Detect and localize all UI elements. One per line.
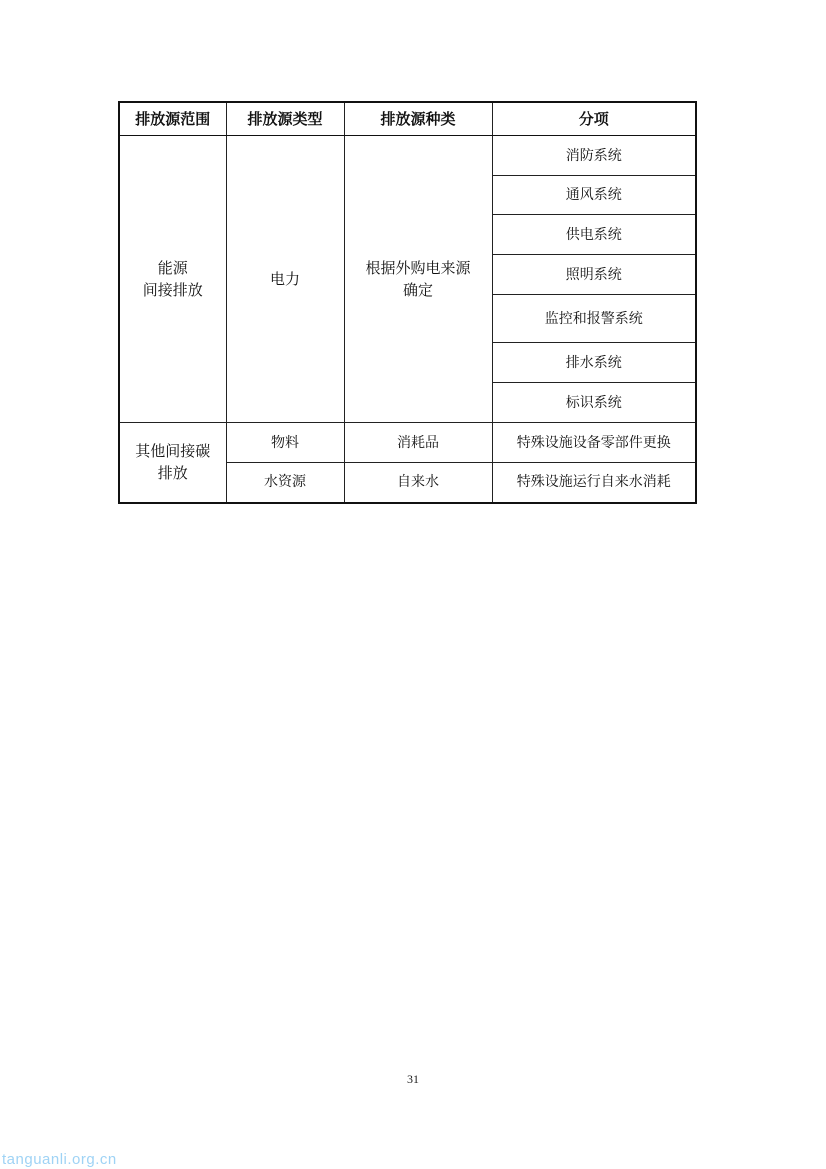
table-row xyxy=(119,136,696,176)
scope-energy-cell xyxy=(119,136,226,423)
item-cell: 监控和报警系统 xyxy=(492,295,696,343)
type-cell: 水资源 xyxy=(226,463,344,503)
source-electricity-cell xyxy=(344,136,492,423)
watermark: tanguanli.org.cn xyxy=(2,1151,117,1168)
item-cell: 标识系统 xyxy=(492,383,696,423)
header-scope: 排放源范围 xyxy=(119,102,226,136)
scope-other-line-2: 排放 xyxy=(157,464,188,483)
item-cell: 排水系统 xyxy=(492,343,696,383)
header-type: 排放源类型 xyxy=(226,102,344,136)
item-cell: 通风系统 xyxy=(492,176,696,215)
header-source: 排放源种类 xyxy=(344,102,492,136)
scope-other-cell xyxy=(119,423,226,503)
scope-other-line-1: 其他间接碳 xyxy=(135,442,211,461)
type-cell: 物料 xyxy=(226,423,344,463)
type-electricity-cell: 电力 xyxy=(226,136,344,423)
item-cell: 消防系统 xyxy=(492,136,696,176)
item-cell: 特殊设施设备零部件更换 xyxy=(492,423,696,463)
item-cell: 特殊设施运行自来水消耗 xyxy=(492,463,696,503)
emission-source-table xyxy=(118,101,697,504)
scope-energy-line-2: 间接排放 xyxy=(142,281,203,299)
table-header-row xyxy=(119,102,696,136)
item-cell: 照明系统 xyxy=(492,255,696,295)
source-electricity-line-1: 根据外购电来源 xyxy=(365,259,471,277)
header-item: 分项 xyxy=(492,102,696,136)
source-electricity-line-2: 确定 xyxy=(402,281,433,299)
table-row xyxy=(119,423,696,463)
source-cell: 自来水 xyxy=(344,463,492,503)
page-number: 31 xyxy=(407,1072,419,1086)
item-cell: 供电系统 xyxy=(492,215,696,255)
scope-energy-line-1: 能源 xyxy=(157,259,188,277)
source-cell: 消耗品 xyxy=(344,423,492,463)
